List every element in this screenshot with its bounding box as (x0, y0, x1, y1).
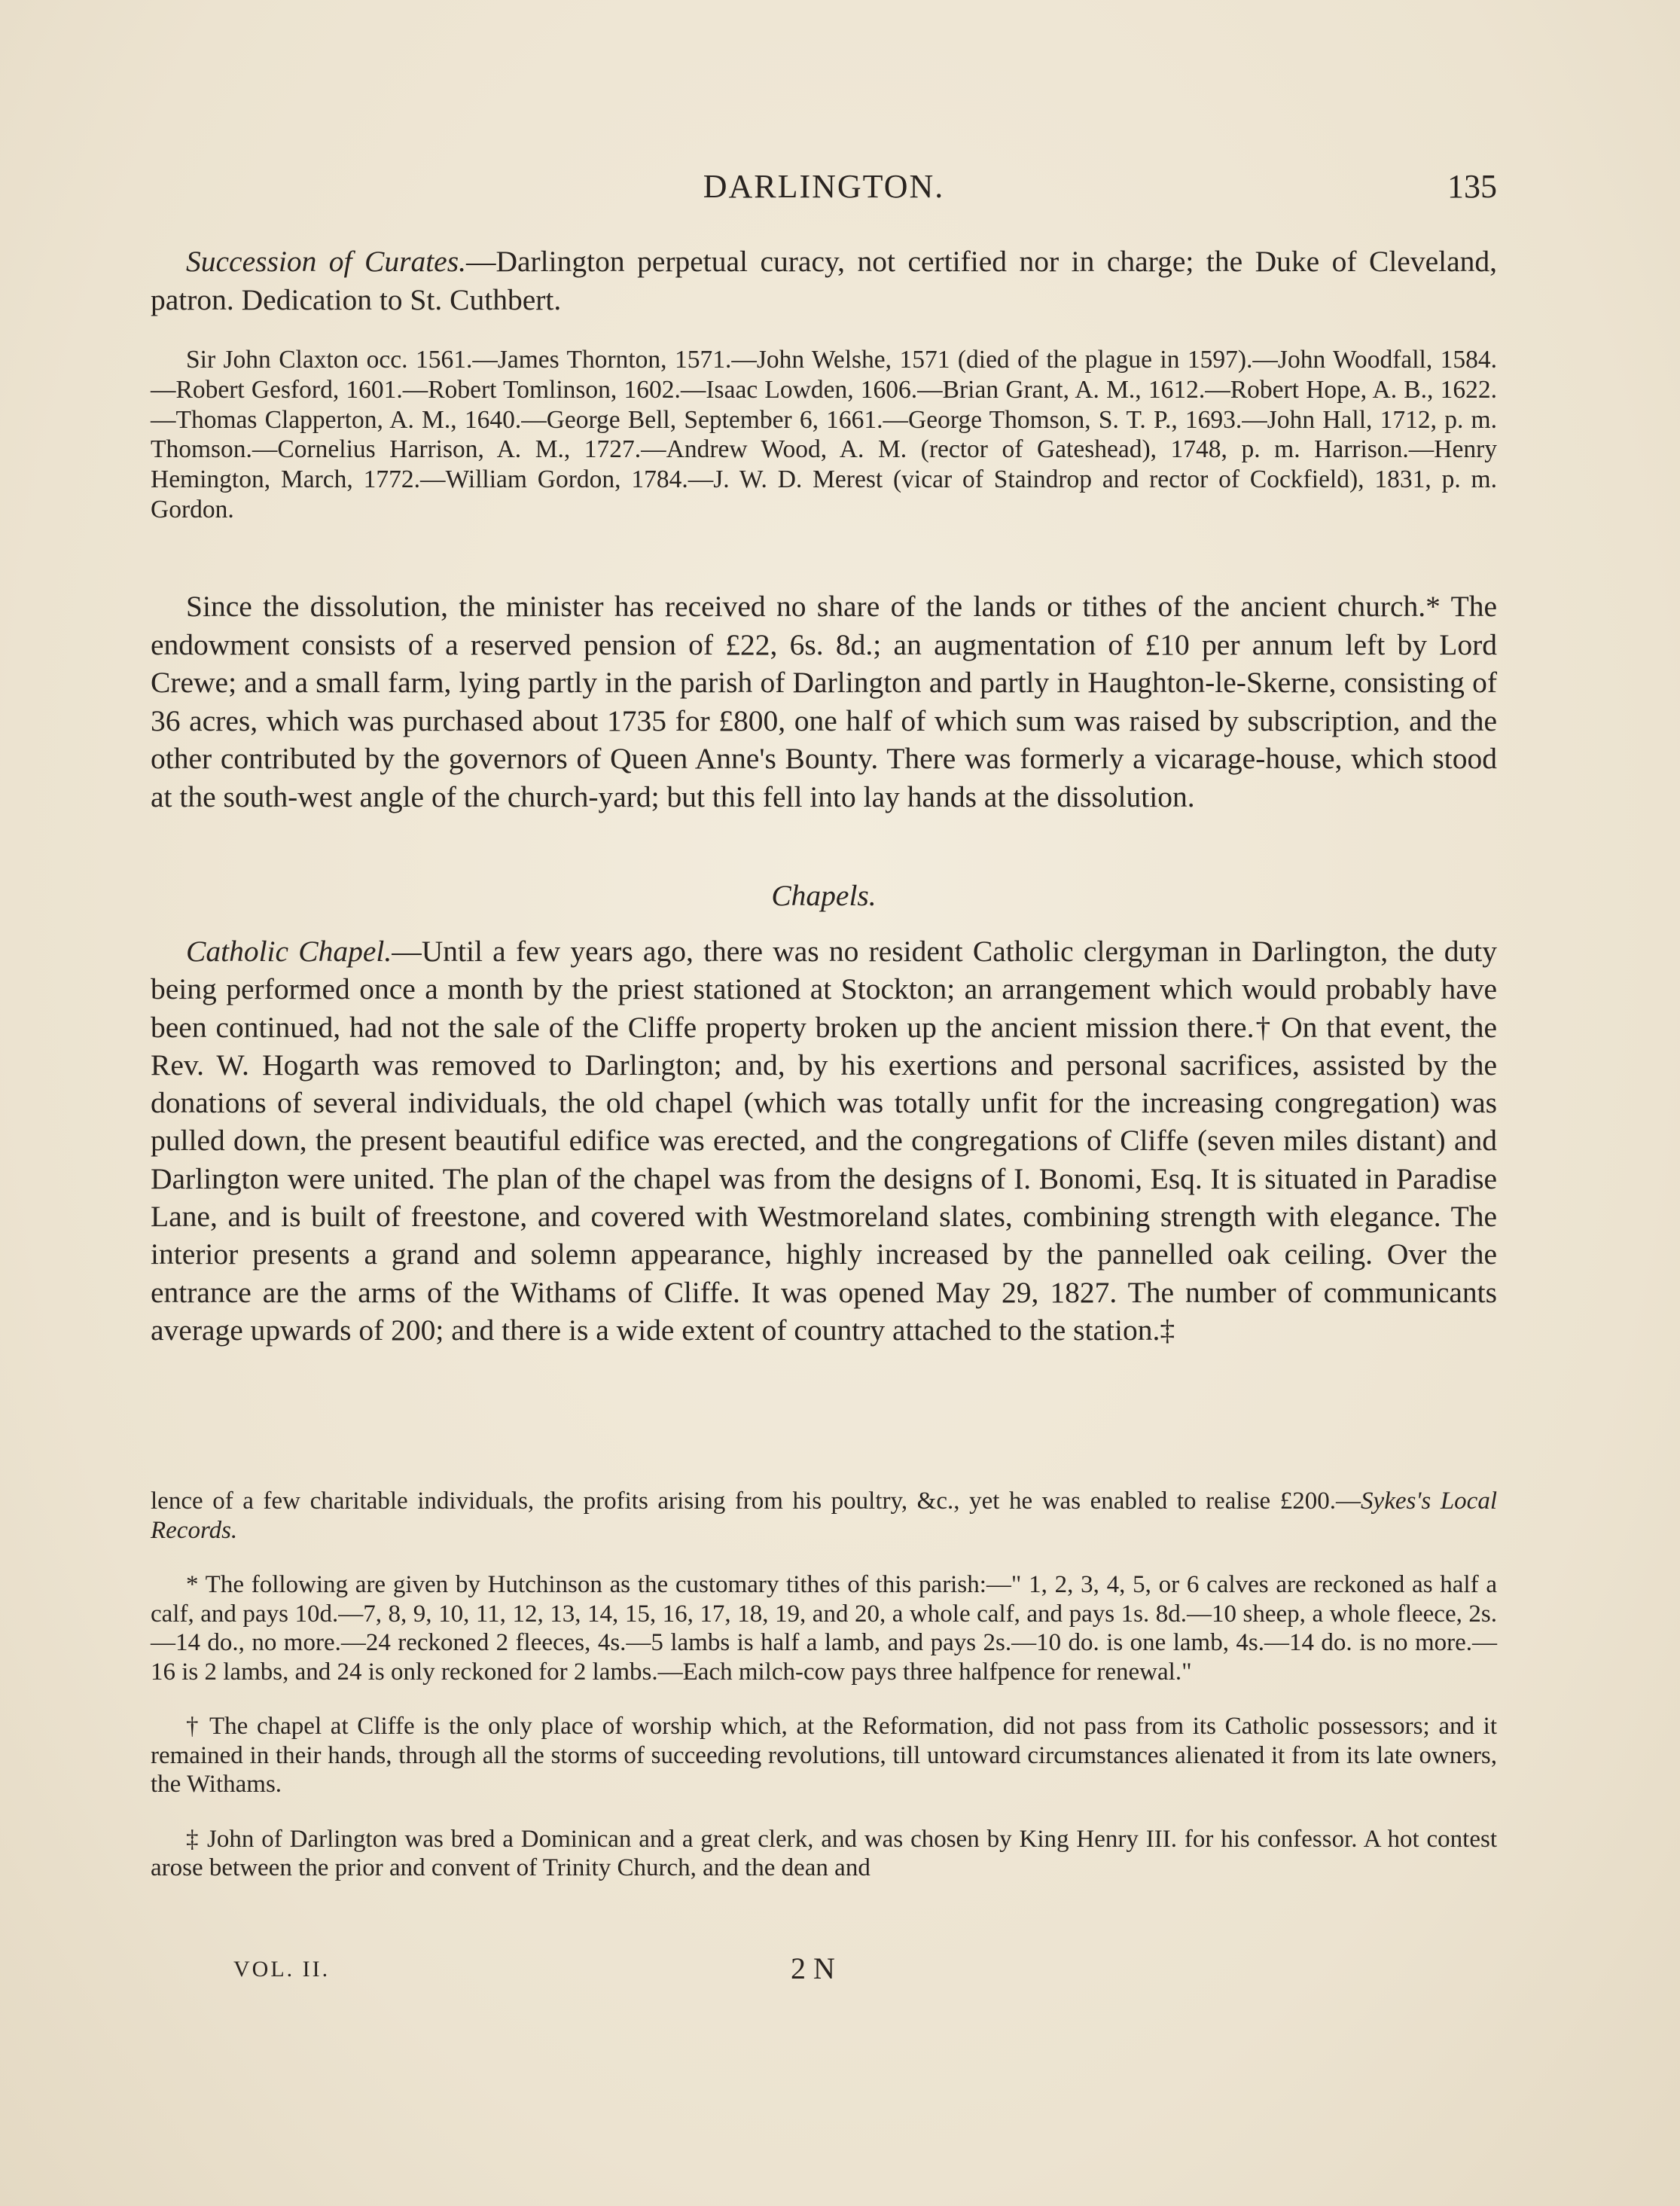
footnote-star: * The following are given by Hutchinson as the customary tithes of this parish:—" 1, 2, 3, 4, 5, or 6 calves are reckoned as half a calf, and pays 10d.—7, 8, 9, 10, 11, 12, 13, 14, 15, 16, 17, 18, 19, and 20, a whole calf, and pays 1s. 8d.—10 sheep, a whole fleece, 2s.—14 do., no more.—24 reckoned 2 fleeces, 4s.—5 lambs is half a lamb, and pays 2s.—10 do. is one lamb, 4s.—14 do. is no more.—16 is 2 lambs, and 24 is only reckoned for 2 lambs.—Each milch-cow pays three halfpence for renewal." (151, 1571, 1497, 1686)
catholic-chapel-heading: Catholic Chapel. (186, 935, 392, 968)
volume-label: VOL. II. (233, 1957, 331, 1982)
curates-list-text: Sir John Claxton occ. 1561.—James Thornton, 1571.—John Welshe, 1571 (died of the plague in 1597).—John Woodfall, 1584.—Robert Gesford, 1601.—Robert Tomlinson, 1602.—Isaac Lowden, 1606.—Brian Grant, A. M., 1612.—Robert Hope, A. B., 1622.—Thomas Clapperton, A. M., 1640.—George Bell, September 6, 1661.—George Thomson, S. T. P., 1693.—John Hall, 1712, p. m. Thomson.—Cornelius Harrison, A. M., 1727.—Andrew Wood, A. M. (rector of Gateshead), 1748, p. m. Harrison.—Henry Hemington, March, 1772.—William Gordon, 1784.—J. W. D. Merest (vicar of Staindrop and rector of Cockfield), 1831, p. m. Gordon. (151, 346, 1497, 523)
footnote-continued (151, 1487, 1497, 1545)
page-footer (151, 1951, 1497, 1994)
footnotes (151, 1487, 1497, 1883)
catholic-chapel-body: —Until a few years ago, there was no resident Catholic clergyman in Darlington, the duty being performed once a month by the priest stationed at Stockton; an arrangement which would probably have been continued, had not the sale of the Cliffe property broken up the ancient mission there.† On that event, the Rev. W. Hogarth was removed to Darlington; and, by his exertions and personal sacrifices, assisted by the donations of several individuals, the old chapel (which was totally unfit for the increasing congregation) was pulled down, the present beautiful edifice was erected, and the congregations of Cliffe (seven miles distant) and Darlington were united. The plan of the chapel was from the designs of I. Bonomi, Esq. It is situated in Paradise Lane, and is built of freestone, and covered with Westmoreland slates, combining strength with elegance. The interior presents a grand and solemn appearance, highly increased by the pannelled oak ceiling. Over the entrance are the arms of the Withams of Cliffe. It was opened May 29, 1827. The number of communicants average upwards of 200; and there is a wide extent of country attached to the station.‡ (151, 935, 1498, 1347)
running-head (151, 167, 1497, 212)
footnote-continued-text: lence of a few charitable individuals, the profits arising from his poultry, &c., yet he was enabled to realise £200.— (151, 1487, 1361, 1515)
curates-section (151, 243, 1497, 319)
signature-mark: 2 N (791, 1951, 835, 1985)
page-number: 135 (1447, 168, 1497, 205)
catholic-chapel-section (151, 932, 1497, 1349)
endowment-section (151, 587, 1497, 816)
footnote-continued-source: Sykes's Local Records. (151, 1487, 1497, 1544)
curates-list (151, 345, 1497, 525)
curates-heading: Succession of Curates. (186, 245, 466, 278)
endowment-text: Since the dissolution, the minister has received no share of the lands or tithes of the ancient church.* The endowment consists of a reserved pension of £22, 6s. 8d.; an augmentation of £10 per annum left by Lord Crewe; and a small farm, lying partly in the parish of Darlington and partly in Haughton-le-Skerne, consisting of 36 acres, which was purchased about 1735 for £800, one half of which sum was raised by subscription, and the other contributed by the governors of Queen Anne's Bounty. There was formerly a vicarage-house, which stood at the south-west angle of the church-yard; but this fell into lay hands at the dissolution. (151, 590, 1497, 813)
running-title: DARLINGTON. (703, 168, 945, 205)
footnote-dagger: † The chapel at Cliffe is the only place of worship which, at the Reformation, did not pass from its Catholic possessors; and it remained in their hands, through all the storms of succeeding revolutions, till untoward circumstances alienated it from its late owners, the Withams. (151, 1713, 1497, 1798)
catholic-chapel-text (151, 932, 1497, 1349)
chapels-heading: Chapels. (771, 879, 877, 912)
chapels-heading-block (151, 878, 1497, 913)
curates-intro (151, 243, 1497, 319)
footnote-double-dagger: ‡ John of Darlington was bred a Dominican and a great clerk, and was chosen by King Henry III. for his confessor. A hot contest arose between the prior and convent of Trinity Church, and the dean and (151, 1825, 1497, 1881)
curates-intro-text: —Darlington perpetual curacy, not certified nor in charge; the Duke of Cleveland, patron. Dedication to St. Cuthbert. (151, 245, 1497, 316)
